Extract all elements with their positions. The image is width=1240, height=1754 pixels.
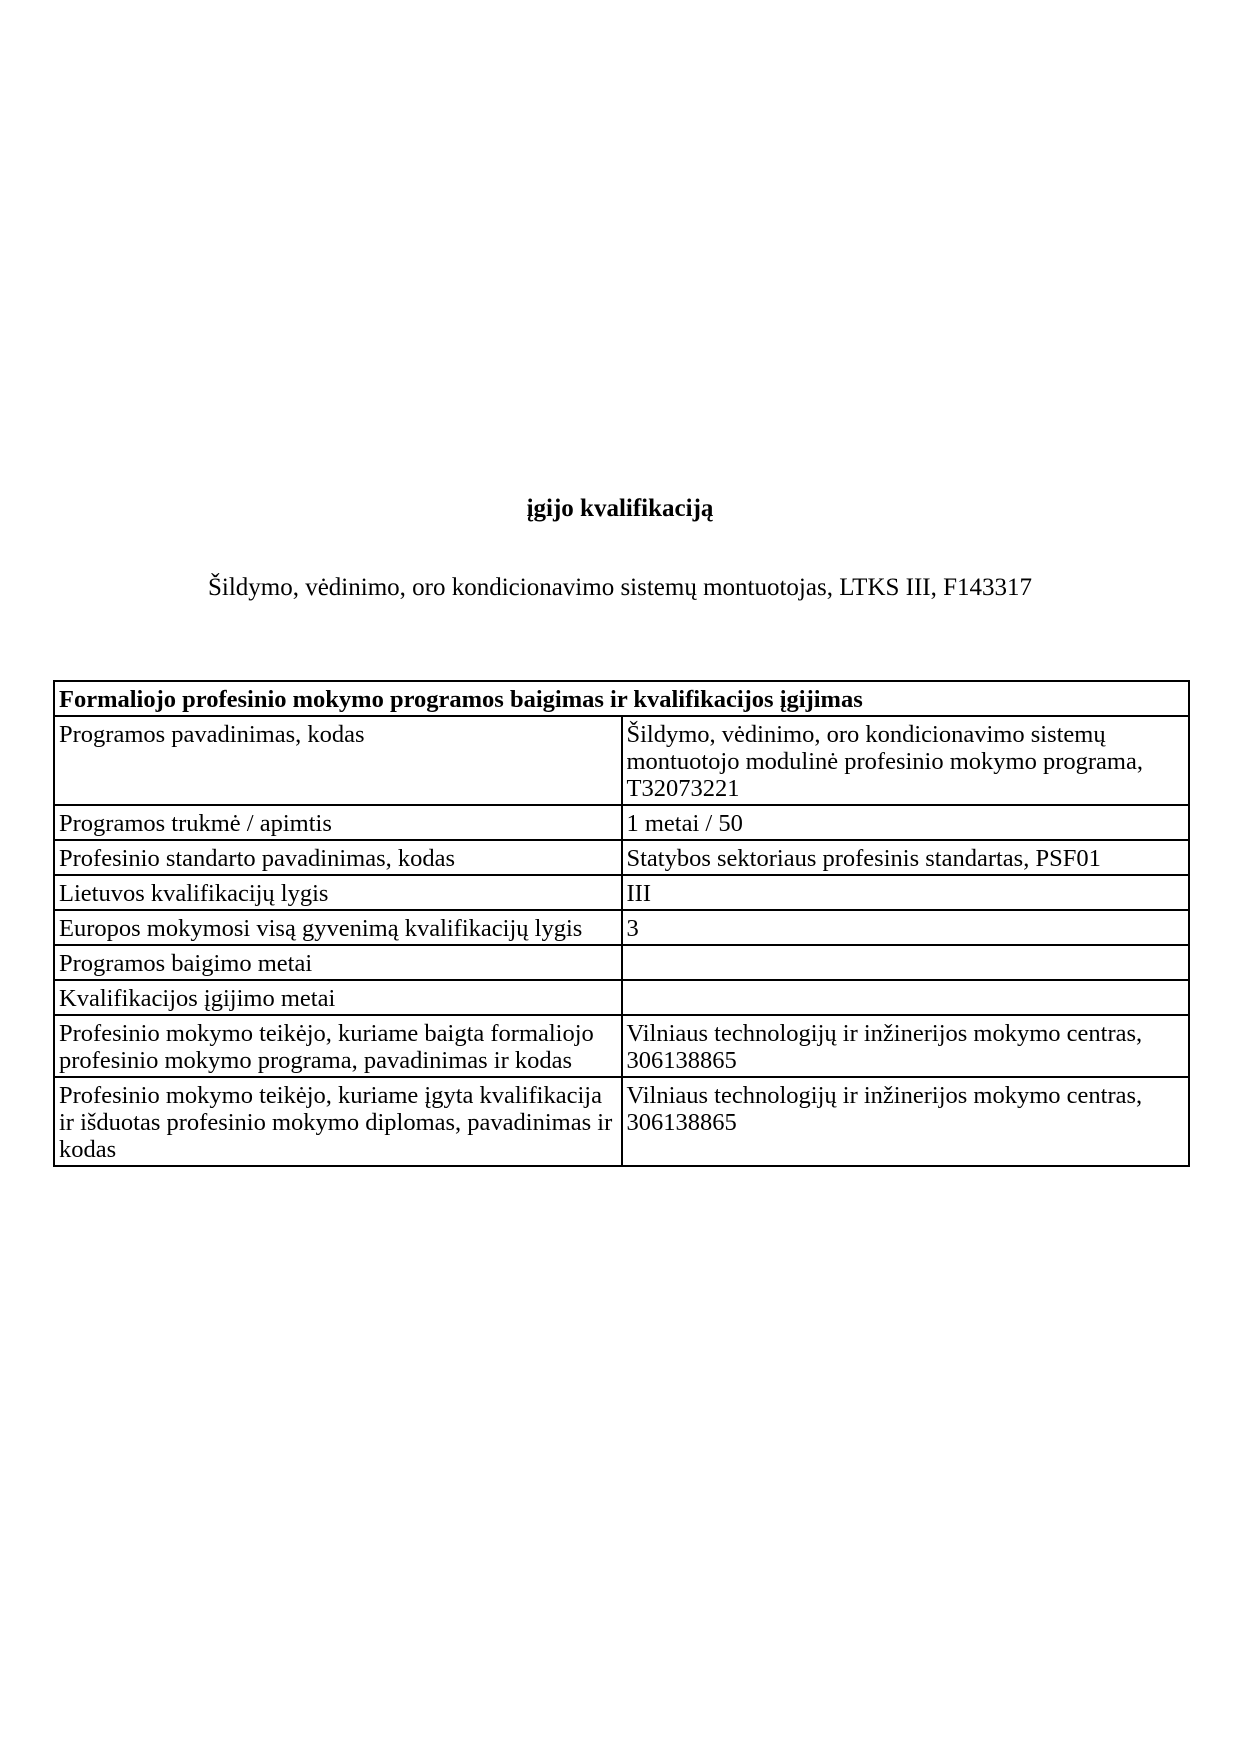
table-row [54,805,1189,840]
table-header-row [54,681,1189,716]
row-value: 3 [622,910,1190,945]
row-label: Profesinio mokymo teikėjo, kuriame baigta formaliojo profesinio mokymo programa, pavadinimas ir kodas [54,1015,622,1077]
row-label: Profesinio standarto pavadinimas, kodas [54,840,622,875]
row-value: Šildymo, vėdinimo, oro kondicionavimo sistemų montuotojo modulinė profesinio mokymo programa, T32073221 [622,716,1190,805]
row-value: Statybos sektoriaus profesinis standartas, PSF01 [622,840,1190,875]
table-row [54,910,1189,945]
row-label: Lietuvos kvalifikacijų lygis [54,875,622,910]
row-value: III [622,875,1190,910]
table-row [54,1015,1189,1077]
qualification-table [53,680,1190,1167]
row-value [622,945,1190,980]
table-row [54,945,1189,980]
row-value: Vilniaus technologijų ir inžinerijos mokymo centras, 306138865 [622,1015,1190,1077]
table-row [54,716,1189,805]
row-label: Programos baigimo metai [54,945,622,980]
row-label: Programos trukmė / apimtis [54,805,622,840]
qualification-title: Šildymo, vėdinimo, oro kondicionavimo sistemų montuotojas, LTKS III, F143317 [207,574,1033,601]
table-row [54,980,1189,1015]
row-value: Vilniaus technologijų ir inžinerijos mokymo centras, 306138865 [622,1077,1190,1166]
table-row [54,840,1189,875]
row-label: Europos mokymosi visą gyvenimą kvalifikacijų lygis [54,910,622,945]
table-row [54,1077,1189,1166]
table-row [54,875,1189,910]
row-value [622,980,1190,1015]
row-label: Profesinio mokymo teikėjo, kuriame įgyta kvalifikacija ir išduotas profesinio mokymo diplomas, pavadinimas ir kodas [54,1077,622,1166]
row-label: Kvalifikacijos įgijimo metai [54,980,622,1015]
row-label: Programos pavadinimas, kodas [54,716,622,805]
row-value: 1 metai / 50 [622,805,1190,840]
table-header: Formaliojo profesinio mokymo programos baigimas ir kvalifikacijos įgijimas [54,681,1189,716]
document-heading: įgijo kvalifikaciją [526,495,714,522]
